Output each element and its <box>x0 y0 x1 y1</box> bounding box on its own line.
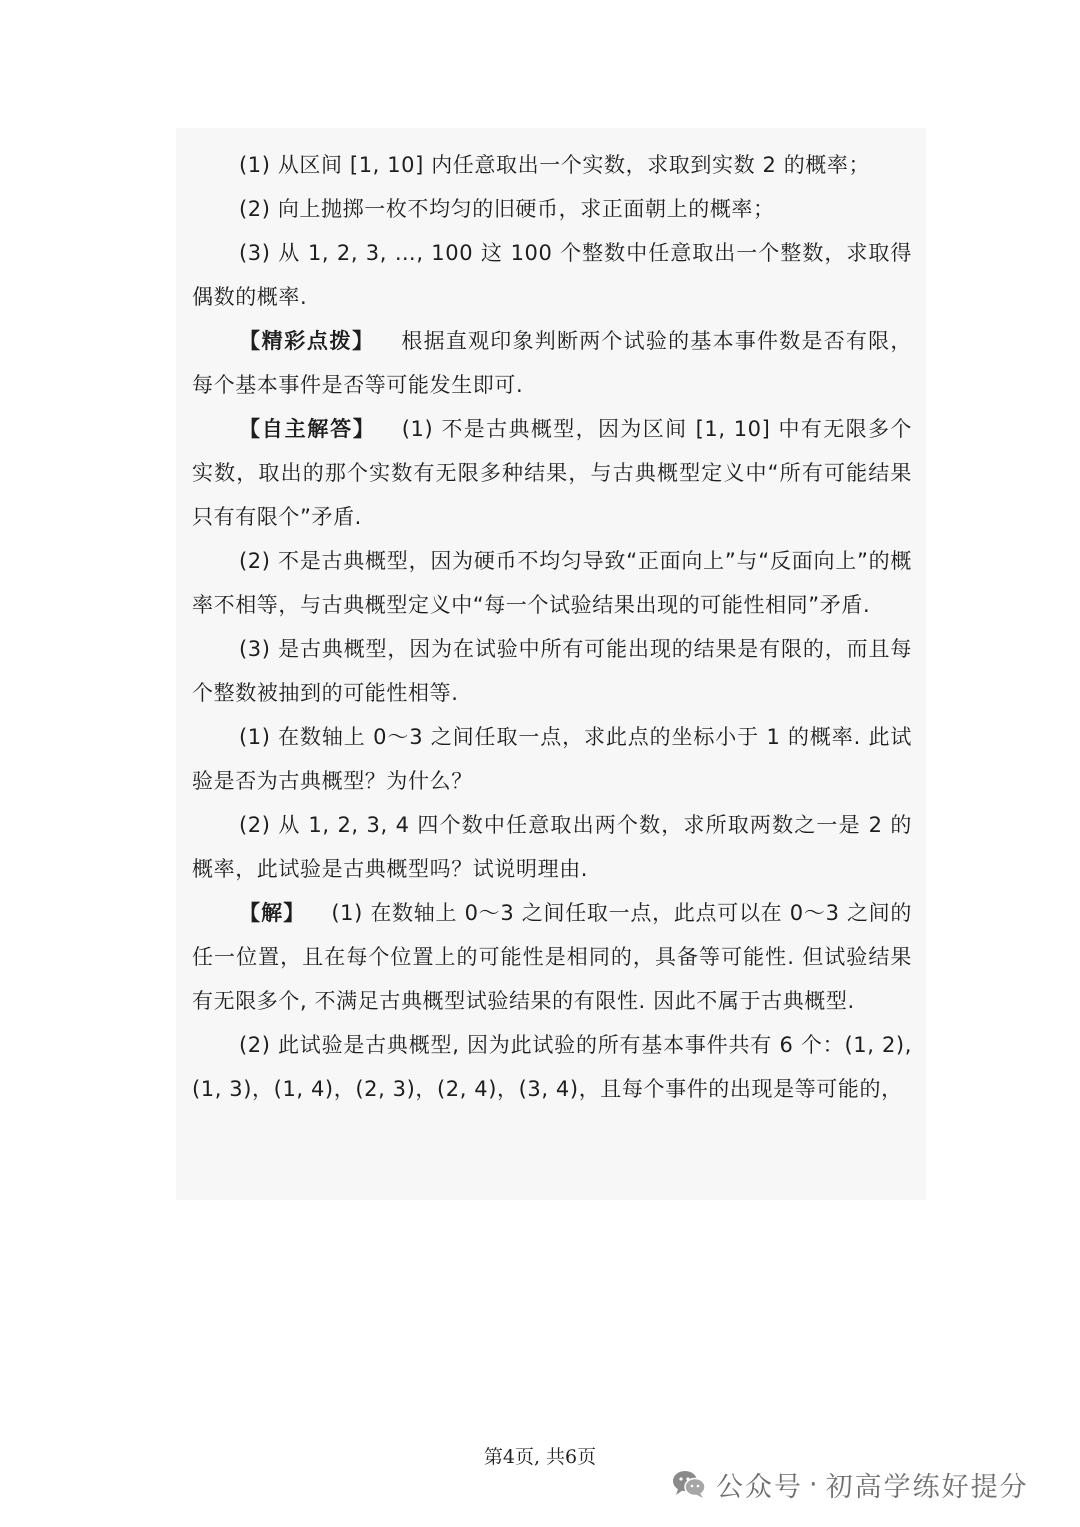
wechat-icon <box>672 1469 706 1499</box>
tip-paragraph <box>192 319 912 407</box>
problem-part-3: (3) 从 1, 2, 3, …, 100 这 100 个整数中任意取出一个整数，求取得偶数的概率. <box>192 241 912 309</box>
problem-part-1: (1) 从区间 [1, 10] 内任意取出一个实数，求取到实数 2 的概率； <box>239 153 871 177</box>
exercise-part-1: (1) 在数轴上 0～3 之间任取一点，求此点的坐标小于 1 的概率. 此试验是否为古典概型？为什么？ <box>192 725 912 793</box>
watermark-account: 初高学练好提分 <box>825 1471 1029 1503</box>
watermark-separator: · <box>809 1468 820 1500</box>
tip-text: 根据直观印象判断两个试验的基本事件数是否有限，每个基本事件是否等可能发生即可. <box>192 329 912 397</box>
answer-paragraph-3: (3) 是古典概型，因为在试验中所有可能出现的结果是有限的，而且每个整数被抽到的可能性相等. <box>192 637 912 705</box>
solution-text-1: (1) 在数轴上 0～3 之间任取一点，此点可以在 0～3 之间的任一位置，且在每个位置上的可能性是相同的，具备等可能性. 但试验结果有无限多个, 不满足古典概型试验结果的有限性. 因此不属于古典概型. <box>192 901 913 1013</box>
answer-paragraph-2: (2) 不是古典概型，因为硬币不均匀导致“正面向上”与“反面向上”的概率不相等，与古典概型定义中“每一个试验结果出现的可能性相同”矛盾. <box>192 549 912 617</box>
solution-paragraph-2: (2) 此试验是古典概型, 因为此试验的所有基本事件共有 6 个：(1, 2), (1, 3)，(1, 4)，(2, 3)，(2, 4)，(3, 4)，且每个事件的出现是等可能的， <box>192 1033 912 1101</box>
watermark-label: 公众号 <box>716 1471 803 1503</box>
answer-text-1: (1) 不是古典概型，因为区间 [1, 10] 中有无限多个实数，取出的那个实数有无限多种结果，与古典概型定义中“所有可能结果只有有限个”矛盾. <box>192 417 913 529</box>
solution-label: 【解】 <box>239 901 306 925</box>
exercise-part-2: (2) 从 1, 2, 3, 4 四个数中任意取出两个数，求所取两数之一是 2 的概率，此试验是古典概型吗？试说明理由. <box>192 813 912 881</box>
answer-paragraph-1 <box>192 407 912 539</box>
answer-label: 【自主解答】 <box>239 417 376 441</box>
solution-paragraph-1 <box>192 891 912 1023</box>
tip-label: 【精彩点拨】 <box>239 329 375 353</box>
document-body <box>192 143 912 1111</box>
page-number: 第4页, 共6页 <box>483 1446 597 1468</box>
watermark <box>672 1462 1029 1506</box>
problem-part-2: (2) 向上抛掷一枚不均匀的旧硬币，求正面朝上的概率； <box>239 197 775 221</box>
